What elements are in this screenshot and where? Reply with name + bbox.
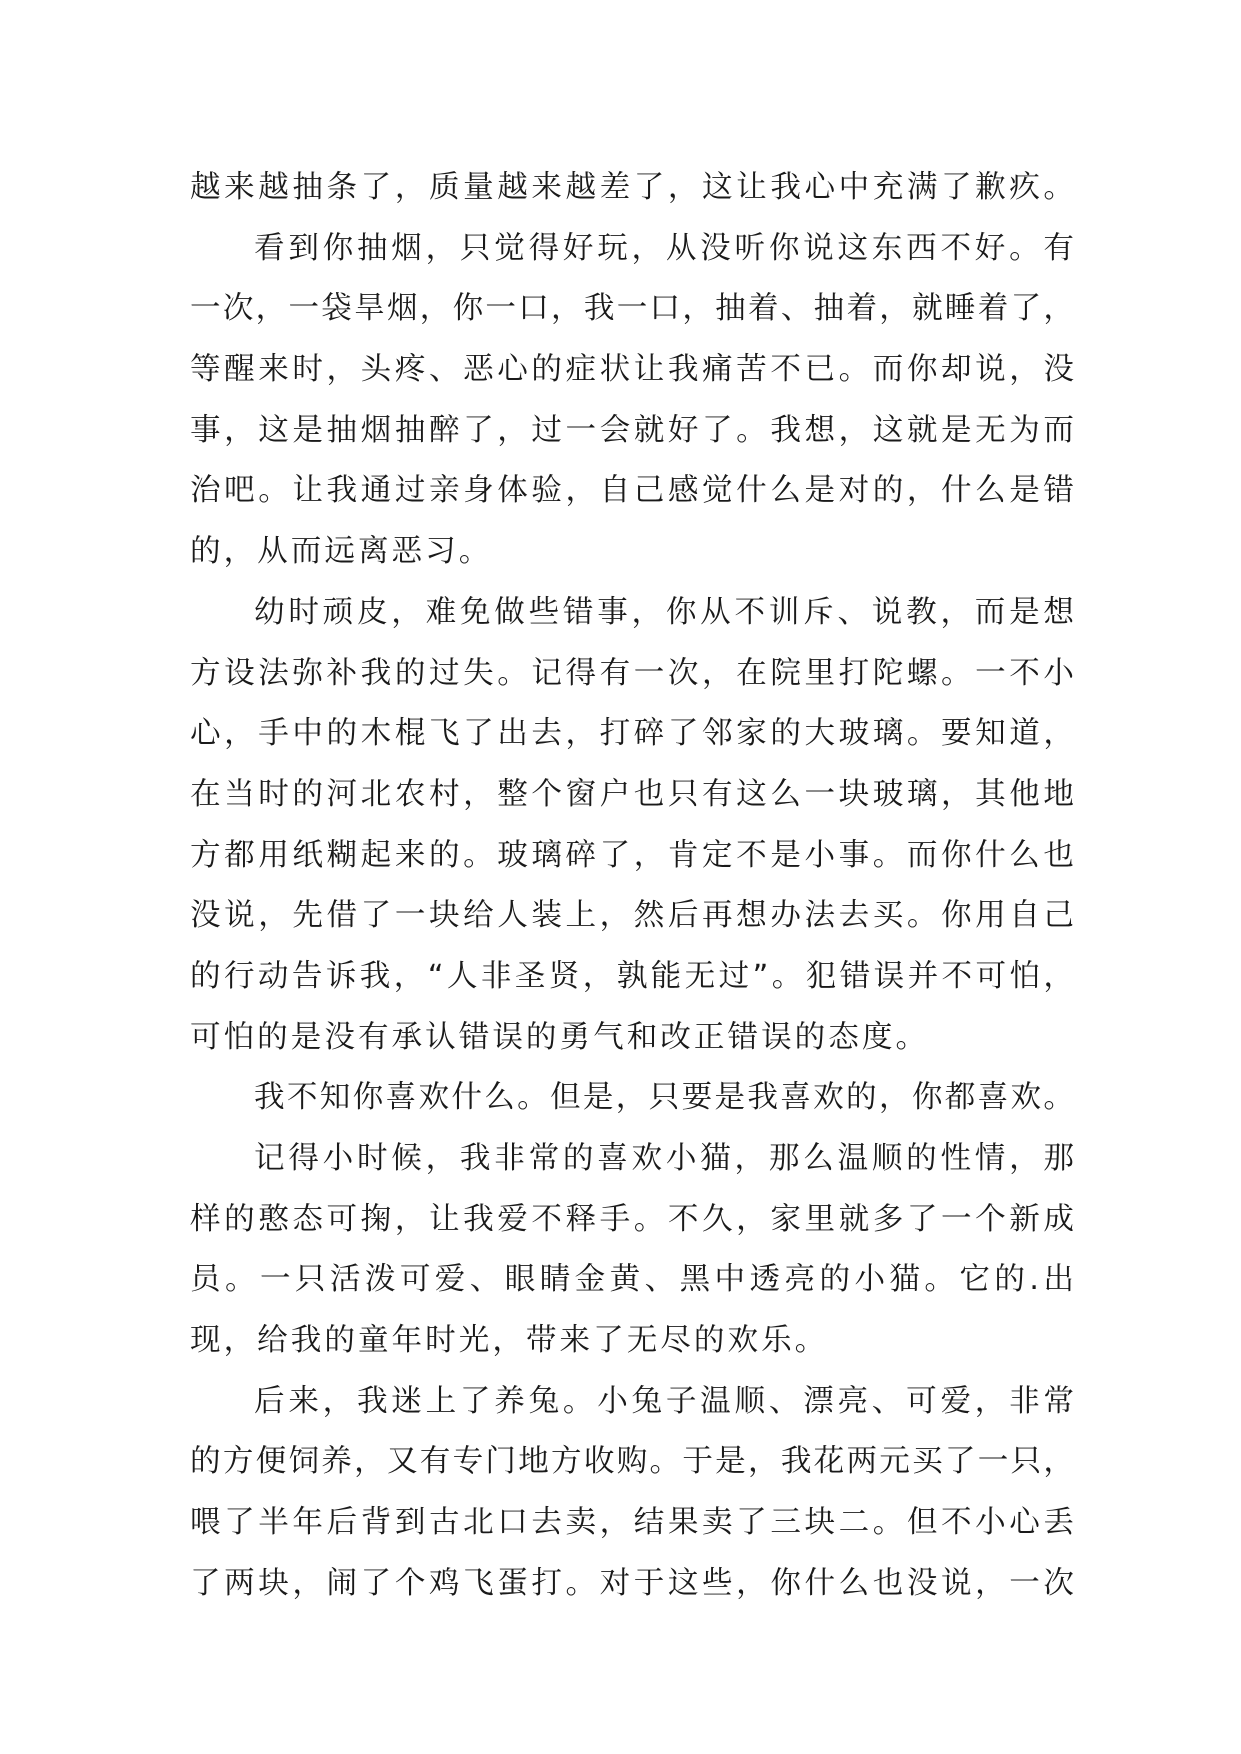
text-line: 等醒来时，头疼、恶心的症状让我痛苦不已。而你却说，没 [190, 352, 1074, 388]
paragraph-start-line: 记得小时候，我非常的喜欢小猫，那么温顺的性情，那 [254, 1141, 1074, 1176]
paragraph-end-line: 的，从而远离恶习。 [190, 534, 493, 570]
text-line: 样的憨态可掬，让我爱不释手。不久，家里就多了一个新成 [190, 1201, 1074, 1237]
paragraph-start-line: 看到你抽烟，只觉得好玩，从没听你说这东西不好。有 [254, 230, 1074, 266]
text-line: 喂了半年后背到古北口去卖，结果卖了三块二。但不小心丢 [190, 1505, 1074, 1541]
paragraph-line: 我不知你喜欢什么。但是，只要是我喜欢的，你都喜欢。 [254, 1080, 1074, 1116]
text-line: 了两块，闹了个鸡飞蛋打。对于这些，你什么也没说，一次 [190, 1565, 1074, 1601]
text-line: 的方便饲养，又有专门地方收购。于是，我花两元买了一只， [190, 1444, 1074, 1480]
paragraph-end-line: 现，给我的童年时光，带来了无尽的欢乐。 [190, 1323, 829, 1359]
paragraph-start-line: 幼时顽皮，难免做些错事，你从不训斥、说教，而是想 [254, 594, 1074, 630]
text-line: 员。一只活泼可爱、眼睛金黄、黑中透亮的小猫。它的.出 [190, 1262, 1074, 1298]
paragraph-end-line: 可怕的是没有承认错误的勇气和改正错误的态度。 [190, 1019, 930, 1055]
text-line: 一次，一袋旱烟，你一口，我一口，抽着、抽着，就睡着了， [190, 291, 1074, 327]
text-line: 越来越抽条了，质量越来越差了，这让我心中充满了歉疚。 [190, 170, 1074, 205]
text-line: 在当时的河北农村，整个窗户也只有这么一块玻璃，其他地 [190, 776, 1074, 812]
text-line: 心，手中的木棍飞了出去，打碎了邻家的大玻璃。要知道， [190, 716, 1074, 752]
text-line: 的行动告诉我，“人非圣贤，孰能无过”。犯错误并不可怕， [190, 958, 1074, 994]
body-text [190, 158, 1074, 1615]
text-line: 事，这是抽烟抽醉了，过一会就好了。我想，这就是无为而 [190, 412, 1074, 448]
text-line: 没说，先借了一块给人装上，然后再想办法去买。你用自己 [190, 898, 1074, 934]
text-line: 方都用纸糊起来的。玻璃碎了，肯定不是小事。而你什么也 [190, 837, 1074, 873]
text-line: 治吧。让我通过亲身体验，自己感觉什么是对的，什么是错 [190, 473, 1074, 509]
text-line: 方设法弥补我的过失。记得有一次，在院里打陀螺。一不小 [190, 655, 1074, 691]
paragraph-start-line: 后来，我迷上了养兔。小兔子温顺、漂亮、可爱，非常 [254, 1383, 1074, 1419]
